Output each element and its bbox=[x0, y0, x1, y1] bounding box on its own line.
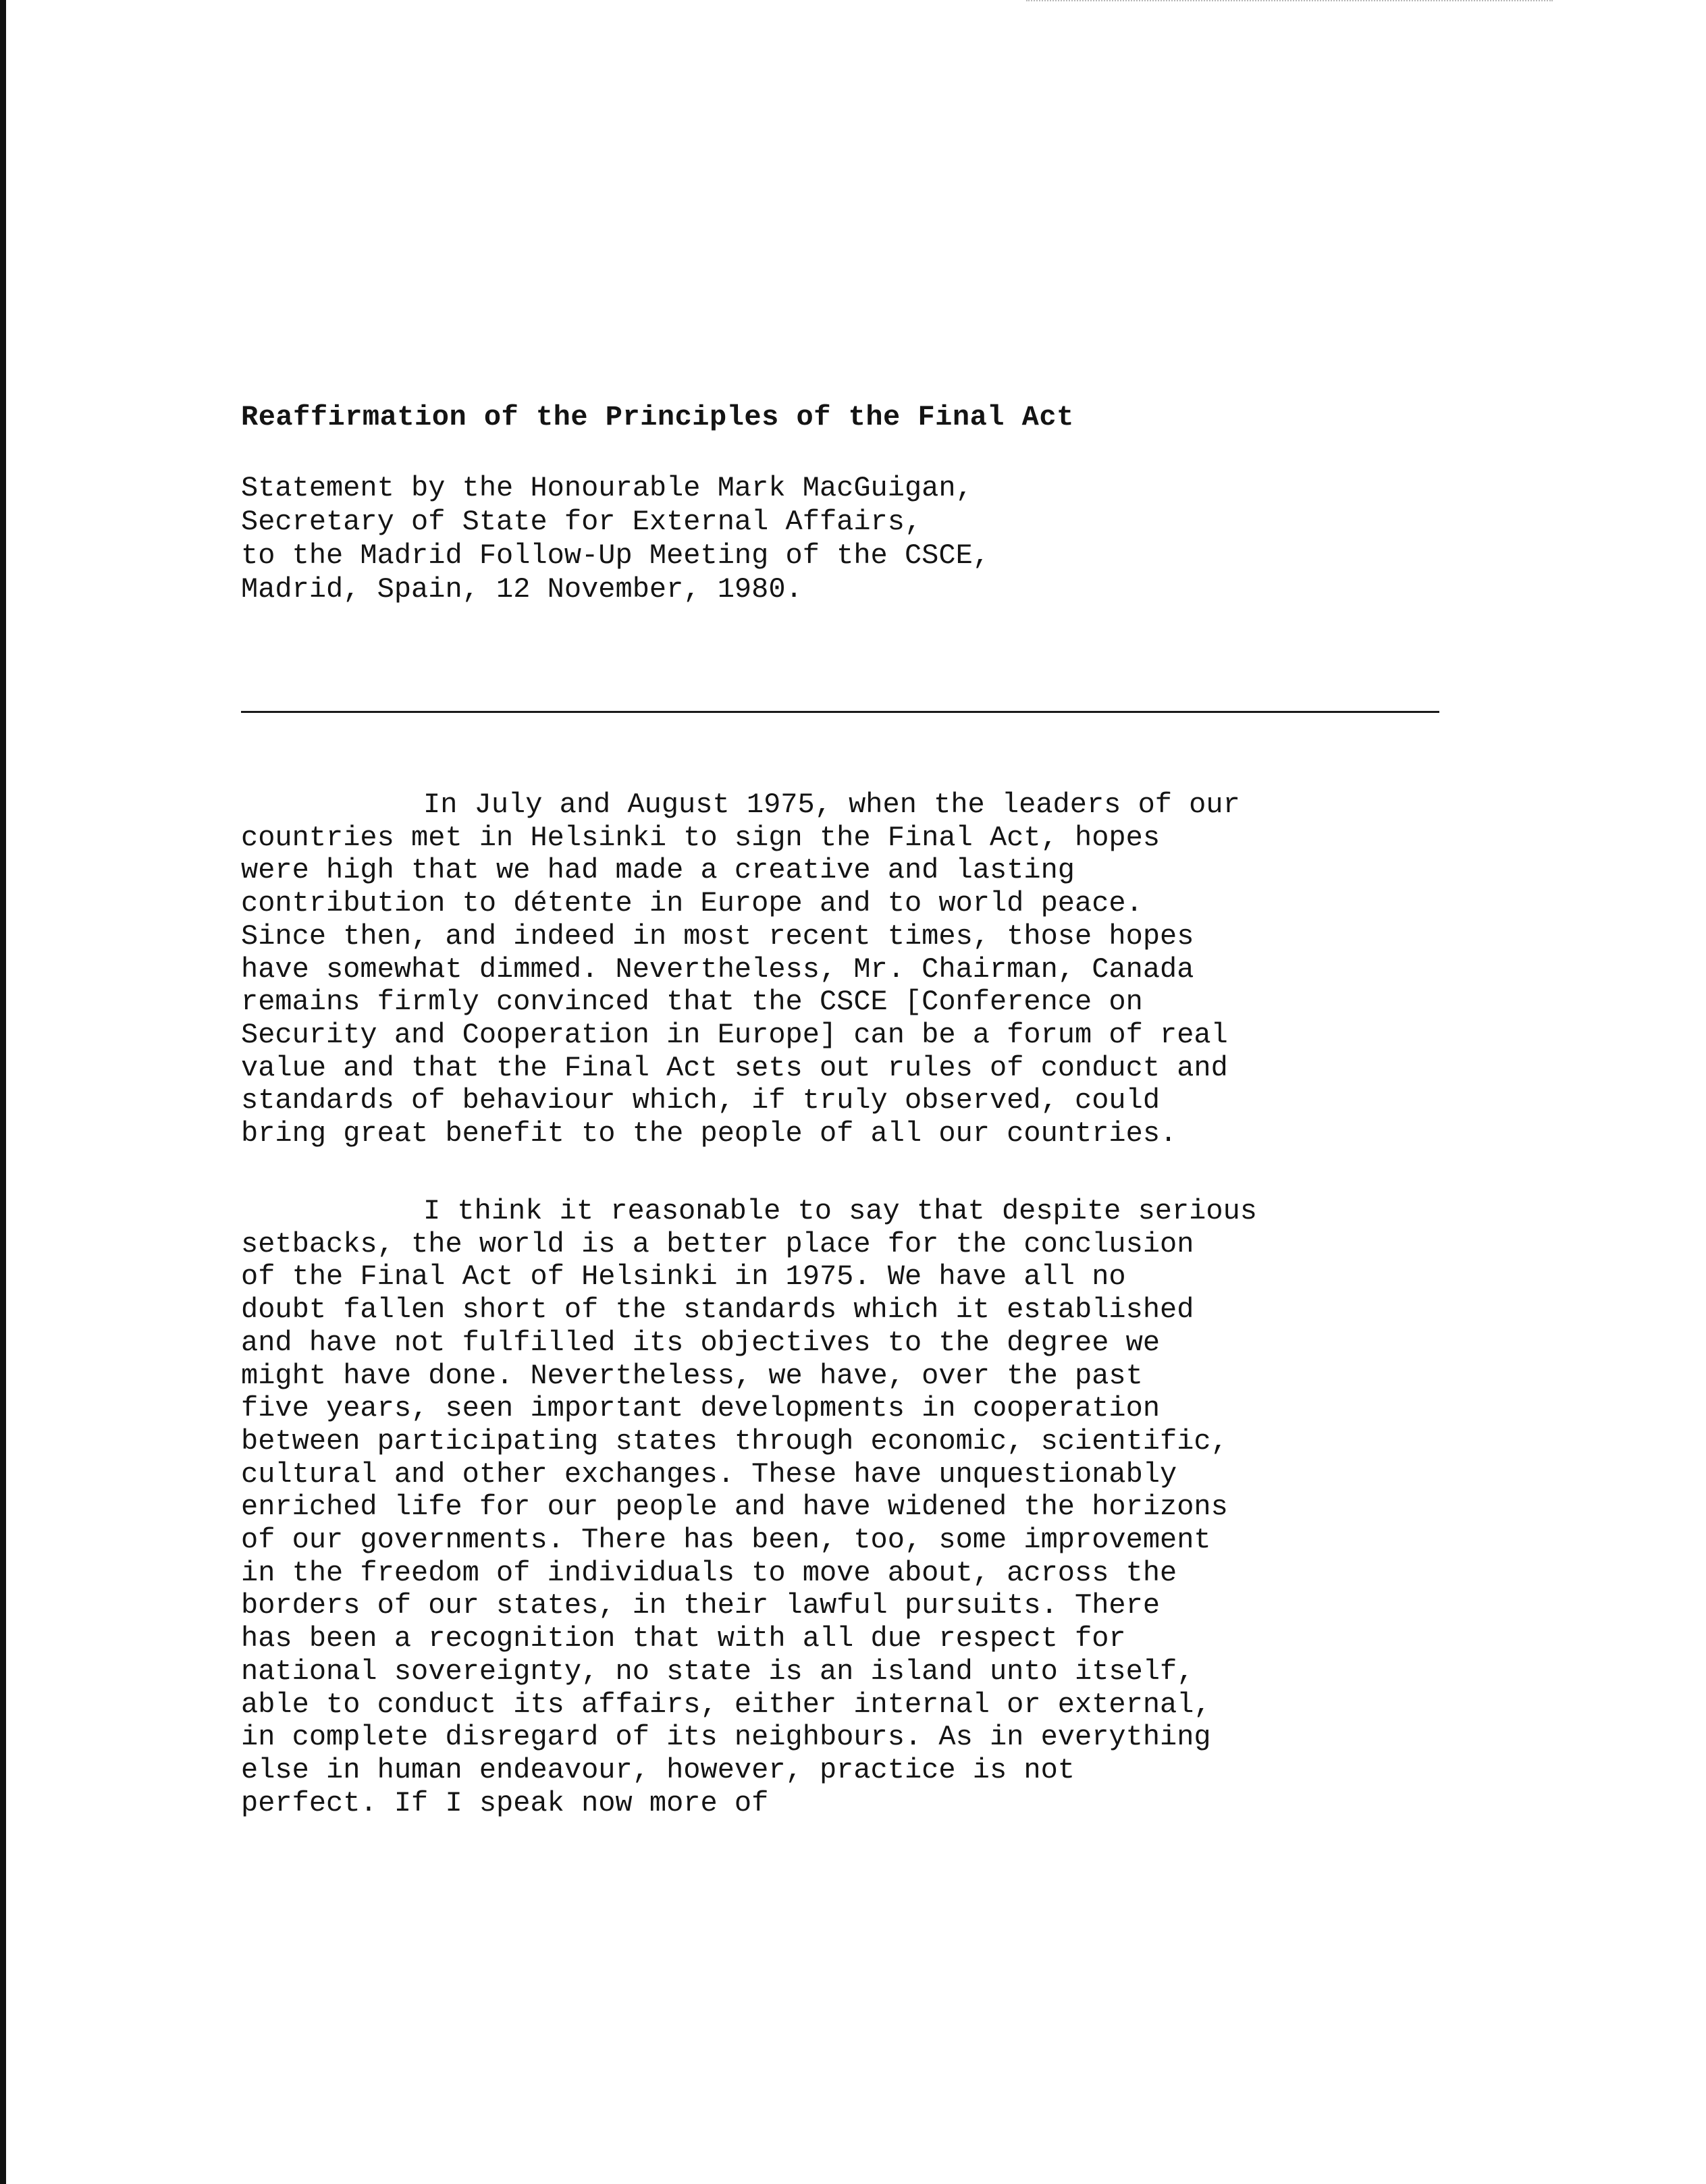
paragraph-line: Since then, and indeed in most recent times, those hopes bbox=[241, 920, 1194, 953]
document-title: Reaffirmation of the Principles of the Final Act bbox=[241, 401, 1074, 433]
paragraph-line: cultural and other exchanges. These have unquestionably bbox=[241, 1458, 1177, 1491]
paragraph-line: might have done. Nevertheless, we have, over the past bbox=[241, 1359, 1143, 1392]
scan-left-edge bbox=[0, 0, 6, 2184]
paragraph-line: contribution to détente in Europe and to world peace. bbox=[241, 887, 1143, 920]
statement-info bbox=[241, 471, 990, 606]
paragraph-line: enriched life for our people and have widened the horizons bbox=[241, 1491, 1228, 1524]
paragraph-line: in complete disregard of its neighbours. As in everything bbox=[241, 1721, 1211, 1754]
statement-line: to the Madrid Follow-Up Meeting of the CSCE, bbox=[241, 539, 990, 572]
paragraph-line: were high that we had made a creative and lasting bbox=[241, 854, 1075, 887]
statement-line: Statement by the Honourable Mark MacGuigan, bbox=[241, 472, 973, 504]
paragraph-line: have somewhat dimmed. Nevertheless, Mr. Chairman, Canada bbox=[241, 953, 1194, 986]
paragraph-line: between participating states through economic, scientific, bbox=[241, 1424, 1228, 1458]
paragraph-line: national sovereignty, no state is an island unto itself, bbox=[241, 1655, 1194, 1688]
paragraph-line: of our governments. There has been, too, some improvement bbox=[241, 1524, 1211, 1557]
scan-top-noise bbox=[1026, 0, 1553, 3]
paragraph-line: remains firmly convinced that the CSCE [Conference on bbox=[241, 986, 1143, 1019]
paragraph-line: Security and Cooperation in Europe] can be a forum of real bbox=[241, 1018, 1228, 1051]
paragraph-line: bring great benefit to the people of all our countries. bbox=[241, 1117, 1177, 1150]
statement-line: Madrid, Spain, 12 November, 1980. bbox=[241, 573, 803, 606]
paragraph-line: standards of behaviour which, if truly observed, could bbox=[241, 1084, 1161, 1117]
paragraph-line: five years, seen important developments in cooperation bbox=[241, 1392, 1161, 1425]
paragraph-line: and have not fulfilled its objectives to the degree we bbox=[241, 1326, 1161, 1359]
paragraph-line: In July and August 1975, when the leaders of our bbox=[423, 789, 1240, 821]
statement-line: Secretary of State for External Affairs, bbox=[241, 506, 922, 538]
paragraph-line: has been a recognition that with all due respect for bbox=[241, 1622, 1126, 1655]
paragraph-line: borders of our states, in their lawful pursuits. There bbox=[241, 1589, 1161, 1622]
paragraph-line: I think it reasonable to say that despite serious bbox=[423, 1195, 1258, 1227]
paragraph-line: value and that the Final Act sets out rules of conduct and bbox=[241, 1051, 1228, 1084]
horizontal-rule bbox=[241, 711, 1439, 713]
paragraph-line: else in human endeavour, however, practice is not bbox=[241, 1753, 1075, 1786]
paragraph-1 bbox=[241, 789, 1240, 1150]
paragraph-line: in the freedom of individuals to move about, across the bbox=[241, 1556, 1177, 1589]
paragraph-line: setbacks, the world is a better place for the conclusion bbox=[241, 1227, 1194, 1260]
paragraph-2 bbox=[241, 1195, 1257, 1819]
paragraph-line: perfect. If I speak now more of bbox=[241, 1786, 769, 1819]
paragraph-line: of the Final Act of Helsinki in 1975. We have all no bbox=[241, 1260, 1126, 1294]
paragraph-line: able to conduct its affairs, either internal or external, bbox=[241, 1688, 1211, 1721]
paragraph-line: doubt fallen short of the standards which it established bbox=[241, 1294, 1194, 1327]
paragraph-line: countries met in Helsinki to sign the Final Act, hopes bbox=[241, 821, 1161, 854]
